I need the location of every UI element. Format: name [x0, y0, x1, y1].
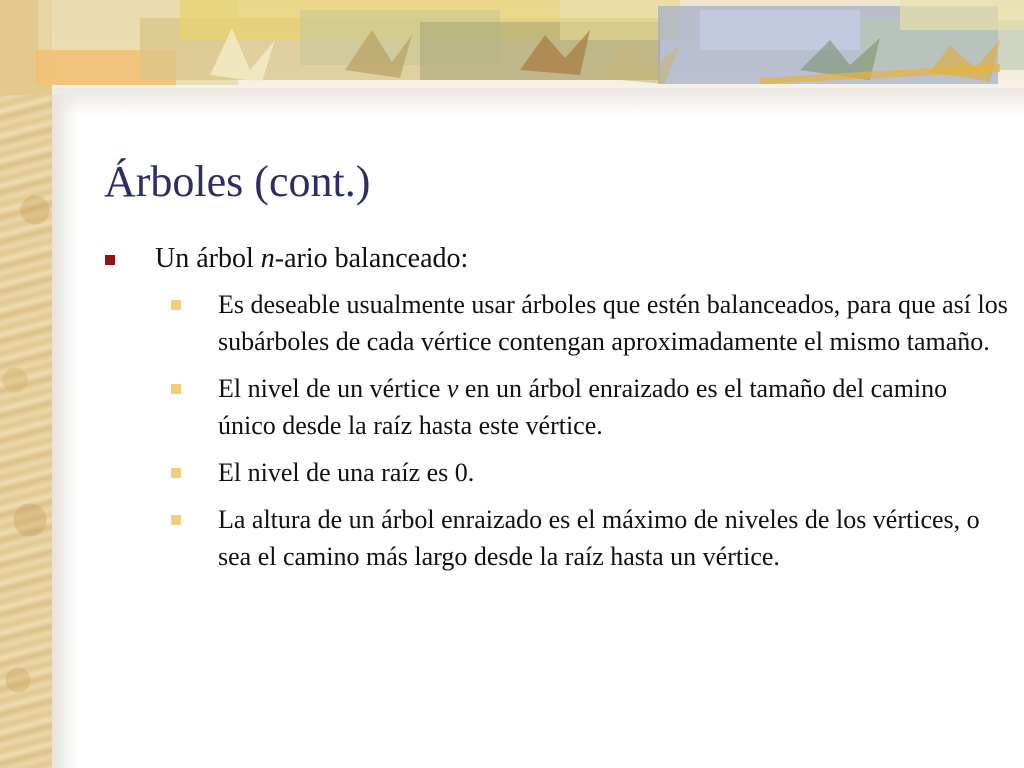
parchment-texture: [0, 0, 52, 768]
square-bullet-icon: [171, 384, 181, 394]
subbullet-text-before: La altura de un árbol enraizado es el máximo de niveles de los vértices, o sea el camino más largo desde la raíz hasta un vértice.: [218, 505, 980, 571]
header-banner: [0, 0, 1024, 95]
slide-title: Árboles (cont.): [104, 157, 371, 206]
bullet-text-italic: n: [260, 243, 275, 274]
page-left-shadow: [52, 95, 78, 768]
subbullet-item: [165, 501, 1008, 575]
subbullet-text-after: en un árbol enraizado es el tamaño del camino único desde la raíz hasta este vértice.: [218, 374, 948, 440]
slide-content: [100, 240, 1010, 585]
banner-shadow: [52, 88, 1024, 116]
autumn-leaves-collage-icon: [0, 0, 1024, 95]
square-bullet-icon: [105, 255, 115, 265]
square-bullet-icon: [171, 468, 181, 478]
subbullet-text-italic: v: [446, 374, 459, 403]
bullet-text-before: Un árbol: [155, 243, 261, 274]
square-bullet-icon: [171, 300, 181, 310]
subbullet-text-before: El nivel de una raíz es 0.: [218, 458, 475, 487]
subbullet-item: [165, 370, 1008, 444]
square-bullet-icon: [171, 515, 181, 525]
bullet-item-level1: [100, 240, 1010, 278]
subbullet-item: [165, 454, 1008, 491]
bullet-text-after: -ario balanceado:: [274, 243, 469, 274]
subbullet-item: [165, 286, 1008, 360]
subbullet-text-before: El nivel de un vértice: [218, 374, 447, 403]
subbullet-text-before: Es deseable usualmente usar árboles que estén balanceados, para que así los subárboles de cada vértice contengan aproximadamente el mismo tamaño.: [218, 290, 1008, 356]
